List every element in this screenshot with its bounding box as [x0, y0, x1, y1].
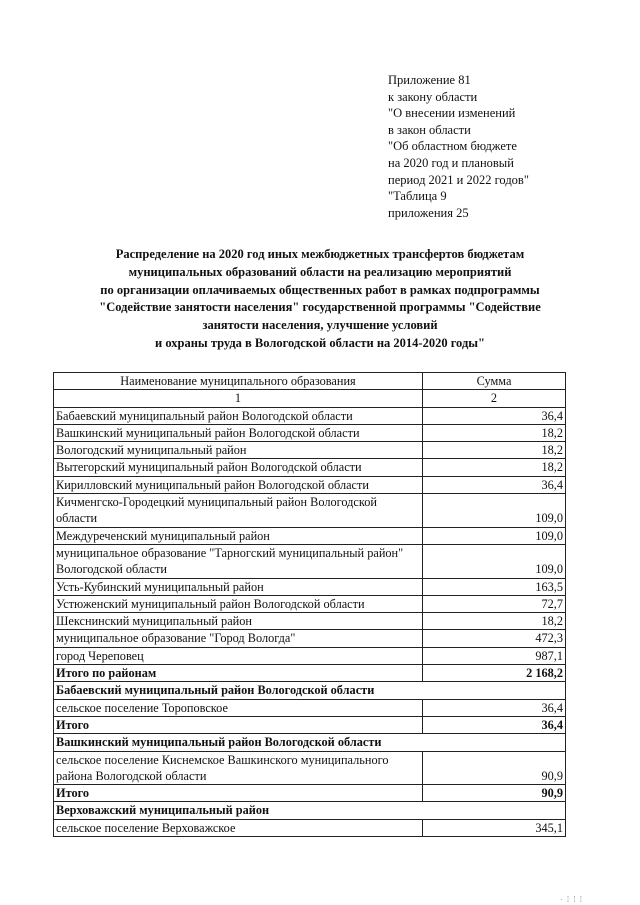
municipality-name: Кичменгско-Городецкий муниципальный район Вологодской области [54, 494, 423, 528]
table-header-row [54, 373, 566, 390]
municipality-name: муниципальное образование "Город Вологда" [54, 630, 423, 647]
amount: 18,2 [423, 424, 566, 441]
amount: 18,2 [423, 613, 566, 630]
title-line: занятости населения, улучшение условий [202, 318, 438, 333]
table-row [54, 544, 566, 578]
title-line: Распределение на 2020 год иных межбюджетных трансфертов бюджетам [115, 247, 525, 261]
section-header-row [54, 734, 566, 751]
table-row [54, 424, 566, 441]
appendix-line: приложения 25 [388, 205, 469, 220]
section-header-row [54, 682, 566, 699]
municipality-name: сельское поселение Тороповское [54, 699, 423, 716]
municipality-name: Устюженский муниципальный район Вологодской области [54, 595, 423, 612]
amount: 36,4 [423, 476, 566, 493]
table-row [54, 699, 566, 716]
municipality-name: Вашкинский муниципальный район Вологодской области [54, 734, 566, 751]
total-row [54, 716, 566, 733]
column-number-row [54, 390, 566, 407]
amount: 987,1 [423, 647, 566, 664]
municipality-name: муниципальное образование "Тарногский муниципальный район" Вологодской области [54, 544, 423, 578]
table-row [54, 819, 566, 836]
amount: 109,0 [423, 527, 566, 544]
table-row [54, 647, 566, 664]
municipality-name: Усть-Кубинский муниципальный район [54, 578, 423, 595]
municipality-name: Бабаевский муниципальный район Вологодской области [54, 407, 423, 424]
amount: 36,4 [423, 407, 566, 424]
municipality-name: Вытегорский муниципальный район Вологодской области [54, 459, 423, 476]
appendix-line: к закону области [388, 89, 478, 104]
amount: 109,0 [423, 494, 566, 528]
municipality-name: Кирилловский муниципальный район Вологодской области [54, 476, 423, 493]
municipality-name: город Череповец [54, 647, 423, 664]
appendix-line: "Об областном бюджете [388, 139, 517, 154]
header-sum: Сумма [423, 373, 566, 390]
table-row [54, 578, 566, 595]
distribution-table [53, 372, 566, 837]
appendix-line: на 2020 год и плановый [388, 155, 514, 170]
municipality-name: сельское поселение Верховажское [54, 819, 423, 836]
page-mark: · ⁞ ⁞ ⁞ [560, 895, 583, 904]
table-row [54, 595, 566, 612]
amount: 36,4 [423, 699, 566, 716]
amount: 163,5 [423, 578, 566, 595]
table-row [54, 442, 566, 459]
appendix-line: "Таблица 9 [388, 189, 447, 204]
amount: 90,9 [423, 785, 566, 802]
document-title [40, 246, 600, 353]
title-line: и охраны труда в Вологодской области на 2014-2020 годы" [155, 335, 485, 350]
appendix-line: "О внесении изменений [388, 106, 516, 121]
table-row [54, 407, 566, 424]
table-row [54, 613, 566, 630]
title-line: "Содействие занятости населения" государственной программы "Содействие [99, 300, 541, 315]
table-body [54, 407, 566, 836]
amount: 2 168,2 [423, 665, 566, 682]
amount: 18,2 [423, 459, 566, 476]
header-name: Наименование муниципального образования [54, 373, 423, 390]
title-line: муниципальных образований области на реализацию мероприятий [128, 264, 512, 279]
total-row [54, 665, 566, 682]
municipality-name: Итого по районам [54, 665, 423, 682]
amount: 345,1 [423, 819, 566, 836]
total-row [54, 785, 566, 802]
amount: 72,7 [423, 595, 566, 612]
table-row [54, 494, 566, 528]
column-number-1: 1 [54, 390, 423, 407]
appendix-note [388, 72, 529, 221]
table-row [54, 527, 566, 544]
municipality-name: Междуреченский муниципальный район [54, 527, 423, 544]
municipality-name: Бабаевский муниципальный район Вологодской области [54, 682, 566, 699]
amount: 109,0 [423, 544, 566, 578]
amount: 18,2 [423, 442, 566, 459]
municipality-name: Итого [54, 716, 423, 733]
appendix-line: Приложение 81 [388, 73, 471, 87]
amount: 36,4 [423, 716, 566, 733]
column-number-2: 2 [423, 390, 566, 407]
municipality-name: Верховажский муниципальный район [54, 802, 566, 819]
title-line: по организации оплачиваемых общественных работ в рамках подпрограммы [100, 282, 540, 297]
municipality-name: сельское поселение Киснемское Вашкинского муниципального района Вологодской области [54, 751, 423, 785]
municipality-name: Итого [54, 785, 423, 802]
table-row [54, 751, 566, 785]
municipality-name: Вологодский муниципальный район [54, 442, 423, 459]
amount: 472,3 [423, 630, 566, 647]
section-header-row [54, 802, 566, 819]
municipality-name: Шекснинский муниципальный район [54, 613, 423, 630]
table-row [54, 476, 566, 493]
municipality-name: Вашкинский муниципальный район Вологодской области [54, 424, 423, 441]
appendix-line: период 2021 и 2022 годов" [388, 172, 529, 187]
table-row [54, 459, 566, 476]
table-row [54, 630, 566, 647]
amount: 90,9 [423, 751, 566, 785]
appendix-line: в закон области [388, 122, 471, 137]
